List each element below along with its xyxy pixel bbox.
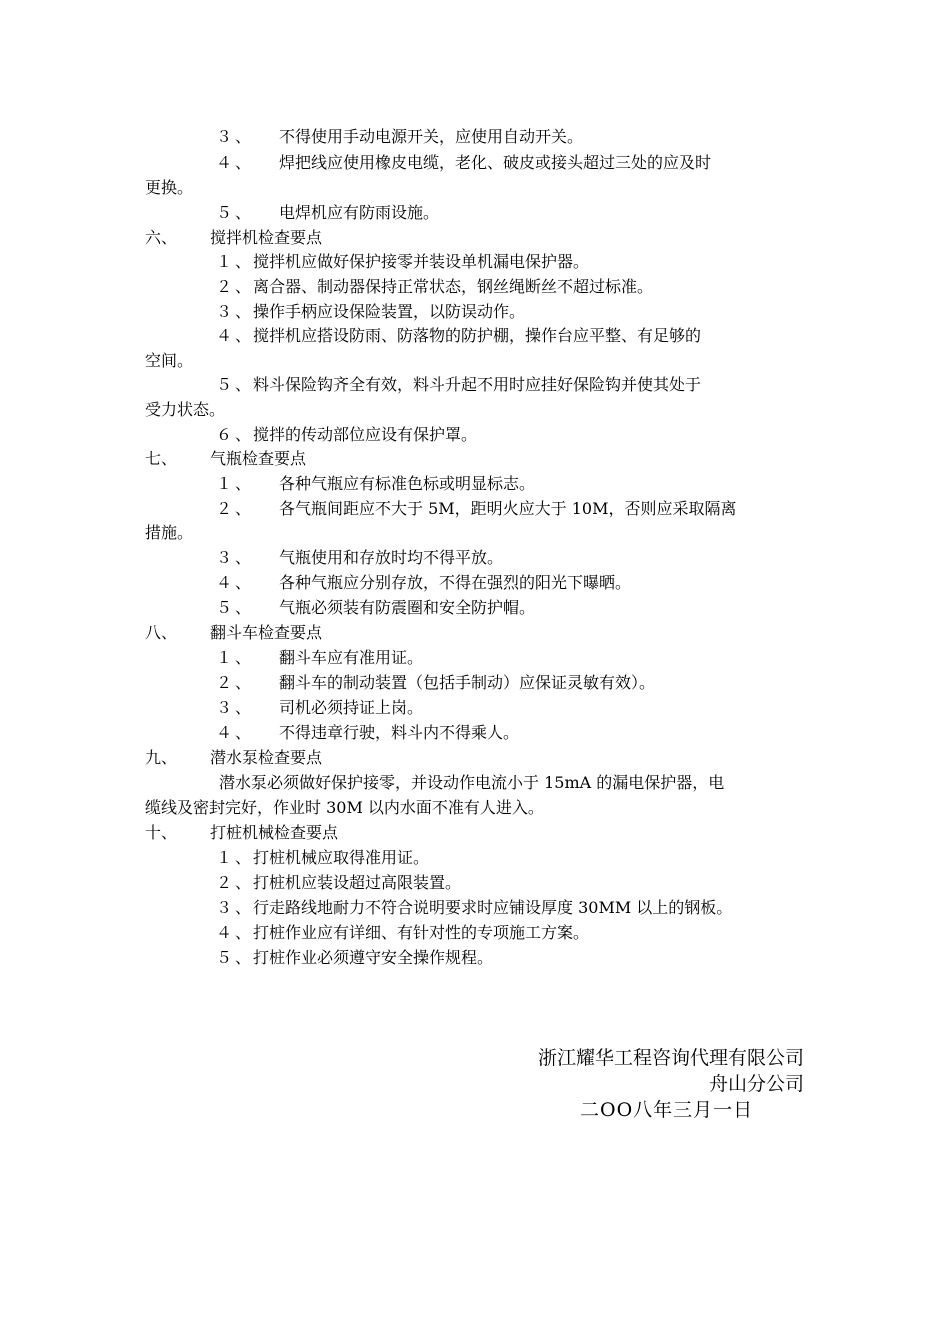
item-text: 翻斗车应有准用证。 — [279, 648, 424, 667]
list-item — [0, 250, 950, 274]
list-item — [0, 646, 950, 670]
list-item — [0, 921, 950, 945]
item-text: 司机必须持证上岗。 — [279, 698, 424, 717]
list-item-continuation — [0, 176, 950, 200]
list-item — [0, 423, 950, 447]
item-text: 各气瓶间距应不大于 5M，距明火应大于 10M，否则应采取隔离 — [279, 499, 737, 518]
list-item — [0, 373, 950, 397]
item-text: 离合器、制动器保持正常状态，钢丝绳断丝不超过标准。 — [253, 277, 654, 296]
item-number: ４、 — [216, 923, 255, 942]
section-heading — [0, 746, 950, 770]
item-text-continuation: 措施。 — [145, 523, 194, 542]
item-text: 各种气瓶应分别存放，不得在强烈的阳光下曝晒。 — [279, 573, 632, 592]
list-item — [0, 125, 950, 149]
signature-date: 二OO八年三月一日 — [580, 1099, 754, 1121]
item-text: 打桩作业应有详细、有针对性的专项施工方案。 — [253, 923, 590, 942]
item-text: 气瓶使用和存放时均不得平放。 — [279, 548, 504, 567]
list-item — [0, 596, 950, 620]
item-number: ４、 — [216, 153, 255, 172]
list-item — [0, 671, 950, 695]
section-heading — [0, 226, 950, 250]
list-item — [0, 201, 950, 225]
section-title: 翻斗车检查要点 — [210, 623, 323, 642]
section-title: 气瓶检查要点 — [210, 449, 307, 468]
item-text: 行走路线地耐力不符合说明要求时应铺设厚度 30MM 以上的钢板。 — [253, 898, 733, 917]
list-item — [0, 696, 950, 720]
item-number: ５、 — [216, 203, 255, 222]
item-number: １、 — [216, 648, 255, 667]
paragraph-text: 潜水泵必须做好保护接零，并设动作电流小于 15mA 的漏电保护器，电 — [219, 773, 725, 792]
item-text: 各种气瓶应有标准色标或明显标志。 — [279, 474, 536, 493]
item-number: ５、 — [216, 375, 255, 394]
list-item — [0, 896, 950, 920]
item-text: 搅拌的传动部位应设有保护罩。 — [253, 425, 478, 444]
list-item — [0, 571, 950, 595]
item-text: 打桩作业必须遵守安全操作规程。 — [253, 948, 494, 967]
item-text: 打桩机应装设超过高限装置。 — [253, 873, 462, 892]
list-item — [0, 151, 950, 175]
item-text: 焊把线应使用橡皮电缆，老化、破皮或接头超过三处的应及时 — [279, 153, 712, 172]
list-item-continuation — [0, 521, 950, 545]
item-number: ４、 — [216, 573, 255, 592]
item-text: 料斗保险钩齐全有效，料斗升起不用时应挂好保险钩并使其处于 — [253, 375, 702, 394]
item-number: １、 — [216, 252, 255, 271]
item-number: ２、 — [216, 673, 255, 692]
item-text: 不得使用手动电源开关，应使用自动开关。 — [279, 127, 584, 146]
list-item — [0, 497, 950, 521]
list-item — [0, 846, 950, 870]
paragraph-line — [0, 796, 950, 820]
item-text: 电焊机应有防雨设施。 — [279, 203, 440, 222]
section-heading — [0, 821, 950, 845]
item-text: 操作手柄应设保险装置，以防误动作。 — [253, 302, 526, 321]
item-number: ４、 — [216, 326, 255, 345]
item-text: 搅拌机应搭设防雨、防落物的防护棚，操作台应平整、有足够的 — [253, 326, 702, 345]
list-item — [0, 721, 950, 745]
list-item-continuation — [0, 398, 950, 422]
item-text: 不得违章行驶，料斗内不得乘人。 — [279, 723, 520, 742]
item-text: 气瓶必须装有防震圈和安全防护帽。 — [279, 598, 536, 617]
list-item — [0, 300, 950, 324]
item-number: ４、 — [216, 723, 255, 742]
section-heading — [0, 447, 950, 471]
item-number: ３、 — [216, 898, 255, 917]
list-item — [0, 324, 950, 348]
item-number: ３、 — [216, 548, 255, 567]
section-number: 六、 — [145, 228, 178, 247]
section-title: 搅拌机检查要点 — [210, 228, 323, 247]
signature-company: 浙江耀华工程咨询代理有限公司 — [537, 1047, 804, 1069]
item-number: ２、 — [216, 873, 255, 892]
item-text: 搅拌机应做好保护接零并装设单机漏电保护器。 — [253, 252, 590, 271]
list-item — [0, 472, 950, 496]
section-number: 十、 — [145, 823, 178, 842]
item-number: ５、 — [216, 598, 255, 617]
item-number: ２、 — [216, 499, 255, 518]
item-text: 打桩机械应取得准用证。 — [253, 848, 430, 867]
item-text: 翻斗车的制动装置（包括手制动）应保证灵敏有效）。 — [279, 673, 656, 692]
item-number: ６、 — [216, 425, 255, 444]
item-number: １、 — [216, 474, 255, 493]
item-number: ３、 — [216, 698, 255, 717]
section-title: 潜水泵检查要点 — [210, 748, 323, 767]
section-number: 九、 — [145, 748, 178, 767]
section-number: 七、 — [145, 449, 178, 468]
list-item — [0, 946, 950, 970]
item-text-continuation: 受力状态。 — [145, 400, 226, 419]
section-number: 八、 — [145, 623, 178, 642]
item-number: ３、 — [216, 302, 255, 321]
paragraph-text: 缆线及密封完好，作业时 30M 以内水面不准有人进入。 — [145, 798, 544, 817]
section-title: 打桩机械检查要点 — [210, 823, 339, 842]
item-number: ２、 — [216, 277, 255, 296]
paragraph-line — [0, 771, 950, 795]
item-text-continuation: 更换。 — [145, 178, 194, 197]
item-number: １、 — [216, 848, 255, 867]
item-text-continuation: 空间。 — [145, 351, 194, 370]
signature-branch: 舟山分公司 — [708, 1073, 804, 1095]
list-item — [0, 546, 950, 570]
list-item — [0, 275, 950, 299]
list-item — [0, 871, 950, 895]
item-number: ５、 — [216, 948, 255, 967]
section-heading — [0, 621, 950, 645]
item-number: ３、 — [216, 127, 255, 146]
list-item-continuation — [0, 349, 950, 373]
